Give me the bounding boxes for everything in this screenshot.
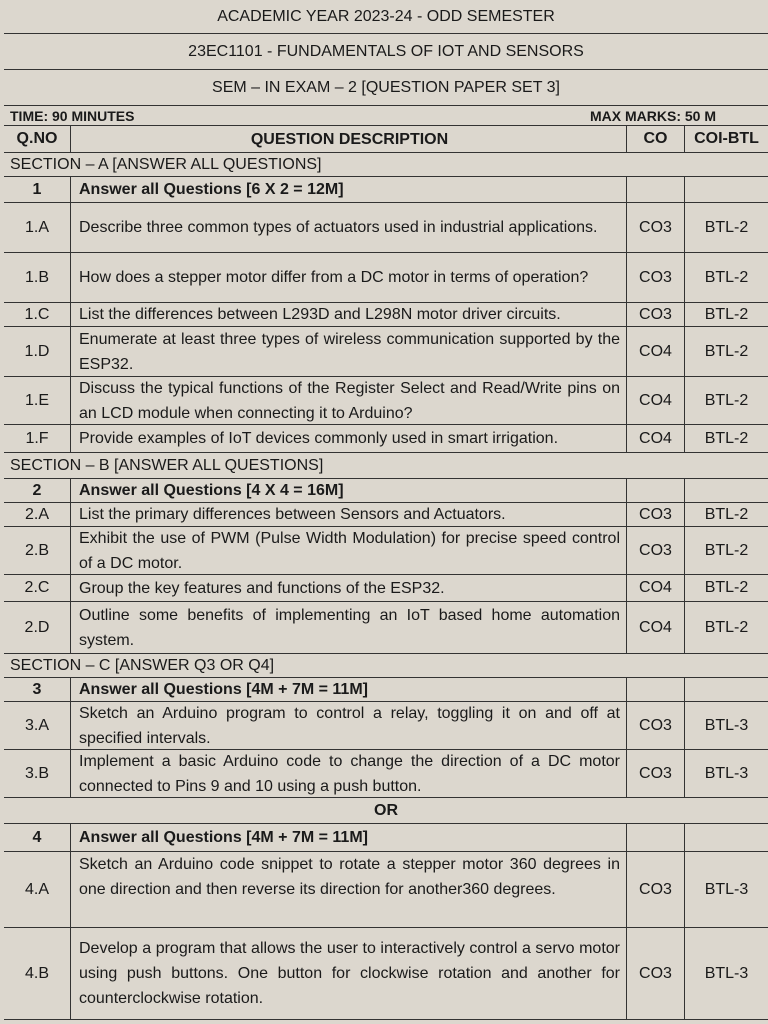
time-marks-row xyxy=(4,106,768,126)
question-row xyxy=(4,602,768,654)
exam-text: SEM – IN EXAM – 2 [QUESTION PAPER SET 3] xyxy=(212,78,560,96)
question-row xyxy=(4,177,768,203)
question-row xyxy=(4,253,768,303)
academic-year-text: ACADEMIC YEAR 2023-24 - ODD SEMESTER xyxy=(217,7,555,25)
col-btl: COI-BTL xyxy=(684,126,768,152)
co-value: CO3 xyxy=(626,253,684,302)
question-number: 1 xyxy=(32,180,42,198)
question-text: Answer all Questions [4M + 7M = 11M] xyxy=(70,678,626,701)
question-text: Group the key features and functions of the ESP32. xyxy=(70,575,626,601)
max-marks-label: MAX MARKS: 50 M xyxy=(589,107,716,124)
col-qno: Q.NO xyxy=(16,130,58,147)
co-value xyxy=(626,824,684,851)
btl-value: BTL-2 xyxy=(684,575,768,601)
question-row xyxy=(4,575,768,602)
question-text: Sketch an Arduino program to control a relay, toggling it on and off at specified intervals. xyxy=(70,702,626,749)
btl-value xyxy=(684,479,768,502)
question-row xyxy=(4,303,768,327)
question-text: Enumerate at least three types of wireless communication supported by the ESP32. xyxy=(70,327,626,376)
question-text: Develop a program that allows the user to interactively control a servo motor using push buttons. One button for clockwise rotation and another for counterclockwise rotation. xyxy=(70,928,626,1019)
question-number: 3.A xyxy=(24,716,49,734)
question-row xyxy=(4,824,768,852)
section-a-label: SECTION – A [ANSWER ALL QUESTIONS] xyxy=(10,155,322,173)
course-title xyxy=(4,34,768,70)
co-value: CO4 xyxy=(626,602,684,653)
question-text: Exhibit the use of PWM (Pulse Width Modulation) for precise speed control of a DC motor. xyxy=(70,527,626,574)
btl-value: BTL-2 xyxy=(684,377,768,424)
question-text: List the differences between L293D and L298N motor driver circuits. xyxy=(70,303,626,326)
btl-value: BTL-3 xyxy=(684,702,768,749)
co-value: CO3 xyxy=(626,527,684,574)
btl-value xyxy=(684,824,768,851)
question-text: Discuss the typical functions of the Register Select and Read/Write pins on an LCD module when connecting it to Arduino? xyxy=(70,377,626,424)
co-value: CO4 xyxy=(626,425,684,452)
question-number: 2.D xyxy=(24,618,50,636)
question-row xyxy=(4,503,768,527)
or-divider xyxy=(4,798,768,824)
question-number: 1.B xyxy=(24,268,49,286)
co-value xyxy=(626,479,684,502)
question-number: 2.C xyxy=(24,579,50,596)
btl-value: BTL-2 xyxy=(684,425,768,452)
btl-value xyxy=(684,678,768,701)
btl-value: BTL-2 xyxy=(684,602,768,653)
co-value: CO3 xyxy=(626,203,684,252)
question-row xyxy=(4,327,768,377)
question-row xyxy=(4,479,768,503)
btl-value: BTL-2 xyxy=(684,503,768,526)
question-text: Describe three common types of actuators used in industrial applications. xyxy=(70,203,626,252)
question-text: Answer all Questions [6 X 2 = 12M] xyxy=(70,177,626,202)
question-row xyxy=(4,377,768,425)
question-text: Answer all Questions [4M + 7M = 11M] xyxy=(70,824,626,851)
question-row xyxy=(4,203,768,253)
question-number: 2 xyxy=(32,481,42,499)
co-value: CO4 xyxy=(626,327,684,376)
co-value: CO3 xyxy=(626,303,684,326)
co-value: CO4 xyxy=(626,377,684,424)
question-number: 4.B xyxy=(24,964,49,982)
academic-year-title xyxy=(4,0,768,34)
question-text: Answer all Questions [4 X 4 = 16M] xyxy=(70,479,626,502)
course-text: 23EC1101 - FUNDAMENTALS OF IOT AND SENSORS xyxy=(188,42,584,60)
btl-value xyxy=(684,177,768,202)
co-value: CO3 xyxy=(626,702,684,749)
question-number: 2.B xyxy=(24,541,49,559)
co-value: CO3 xyxy=(626,750,684,797)
section-a-header xyxy=(4,153,768,177)
question-text: Outline some benefits of implementing an IoT based home automation system. xyxy=(70,602,626,653)
question-number: 4 xyxy=(32,828,42,846)
question-row xyxy=(4,425,768,453)
co-value: CO3 xyxy=(626,503,684,526)
question-number: 2.A xyxy=(24,505,49,523)
question-row xyxy=(4,702,768,750)
question-number: 3 xyxy=(32,680,42,698)
btl-value: BTL-3 xyxy=(684,928,768,1019)
question-row xyxy=(4,527,768,575)
co-value: CO3 xyxy=(626,928,684,1019)
question-text: List the primary differences between Sensors and Actuators. xyxy=(70,503,626,526)
btl-value: BTL-3 xyxy=(684,750,768,797)
time-label: TIME: 90 MINUTES xyxy=(10,107,135,124)
btl-value: BTL-2 xyxy=(684,253,768,302)
co-value: CO4 xyxy=(626,575,684,601)
question-number: 1.D xyxy=(24,342,50,360)
btl-value: BTL-2 xyxy=(684,203,768,252)
question-row xyxy=(4,852,768,928)
col-co: CO xyxy=(626,126,684,152)
question-text: Sketch an Arduino code snippet to rotate a stepper motor 360 degrees in one direction and then reverse its direction for another360 degrees. xyxy=(70,852,626,927)
co-value: CO3 xyxy=(626,852,684,927)
column-header-row xyxy=(4,126,768,153)
btl-value: BTL-2 xyxy=(684,527,768,574)
btl-value: BTL-2 xyxy=(684,303,768,326)
question-number: 1.C xyxy=(24,305,50,323)
btl-value: BTL-2 xyxy=(684,327,768,376)
question-row xyxy=(4,750,768,798)
question-row xyxy=(4,928,768,1020)
question-number: 1.F xyxy=(25,429,49,447)
exam-title xyxy=(4,70,768,106)
question-number: 4.A xyxy=(24,880,49,898)
question-text: How does a stepper motor differ from a DC motor in terms of operation? xyxy=(70,253,626,302)
co-value xyxy=(626,177,684,202)
section-c-header xyxy=(4,654,768,678)
btl-value: BTL-3 xyxy=(684,852,768,927)
col-description: QUESTION DESCRIPTION xyxy=(70,126,626,152)
question-text: Implement a basic Arduino code to change the direction of a DC motor connected to Pins 9 and 10 using a push button. xyxy=(70,750,626,797)
section-c-label: SECTION – C [ANSWER Q3 OR Q4] xyxy=(10,656,275,674)
question-number: 3.B xyxy=(24,764,49,782)
co-value xyxy=(626,678,684,701)
question-number: 1.A xyxy=(24,218,49,236)
section-b-header xyxy=(4,453,768,479)
or-label: OR xyxy=(374,801,398,819)
question-text: Provide examples of IoT devices commonly used in smart irrigation. xyxy=(70,425,626,452)
question-number: 1.E xyxy=(24,391,49,409)
question-row xyxy=(4,678,768,702)
section-b-label: SECTION – B [ANSWER ALL QUESTIONS] xyxy=(10,456,324,474)
